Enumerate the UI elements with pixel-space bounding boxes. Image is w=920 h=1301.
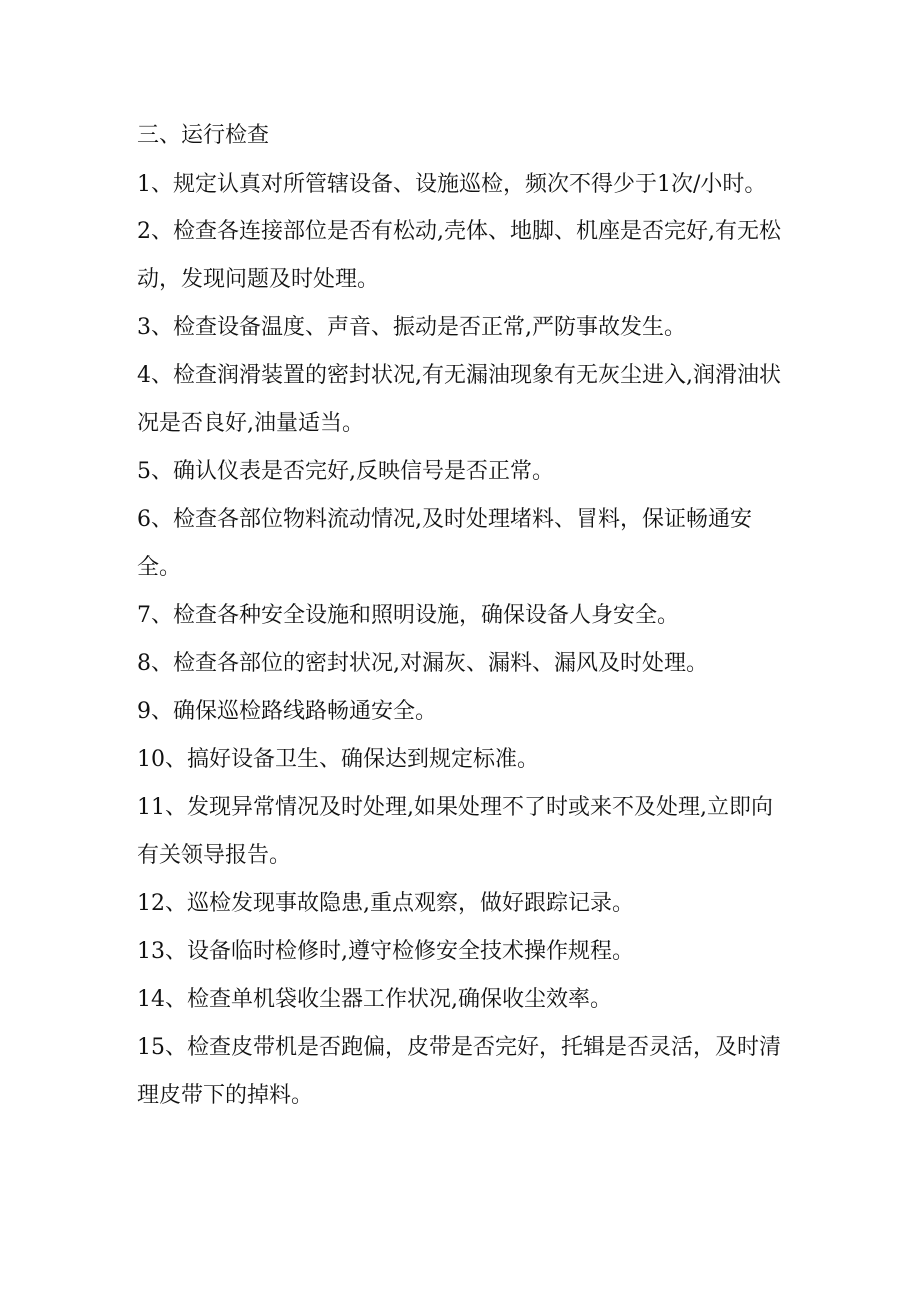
list-item-2: 2、检查各连接部位是否有松动,壳体、地脚、机座是否完好,有无松动，发现问题及时处理。	[137, 219, 781, 292]
list-item-7: 7、检查各种安全设施和照明设施，确保设备人身安全。	[137, 603, 679, 628]
list-item-8: 8、检查各部位的密封状况,对漏灰、漏料、漏风及时处理。	[137, 651, 708, 676]
list-item-4: 4、检查润滑装置的密封状况,有无漏油现象有无灰尘进入,润滑油状况是否良好,油量适当。	[137, 363, 781, 436]
list-item-12: 12、巡检发现事故隐患,重点观察，做好跟踪记录。	[137, 891, 634, 916]
list-item-1: 1、规定认真对所管辖设备、设施巡检，频次不得少于1次/小时。	[137, 172, 767, 197]
list-item-6: 6、检查各部位物料流动情况,及时处理堵料、冒料，保证畅通安全。	[137, 507, 752, 580]
list-item-3: 3、检查设备温度、声音、振动是否正常,严防事故发生。	[137, 315, 686, 340]
list-item-11: 11、发现异常情况及时处理,如果处理不了时或来不及处理,立即向有关领导报告。	[137, 795, 773, 868]
list-item-9: 9、确保巡检路线路畅通安全。	[137, 699, 437, 724]
document-body	[137, 112, 787, 1120]
list-item-14: 14、检查单机袋收尘器工作状况,确保收尘效率。	[137, 987, 612, 1012]
list-item-15: 15、检查皮带机是否跑偏，皮带是否完好，托辑是否灵活，及时清理皮带下的掉料。	[137, 1035, 781, 1108]
list-item-13: 13、设备临时检修时,遵守检修安全技术操作规程。	[137, 939, 634, 964]
list-item-10: 10、搞好设备卫生、确保达到规定标准。	[137, 747, 539, 772]
list-item-5: 5、确认仪表是否完好,反映信号是否正常。	[137, 459, 554, 484]
section-heading: 三、运行检查	[137, 123, 270, 148]
